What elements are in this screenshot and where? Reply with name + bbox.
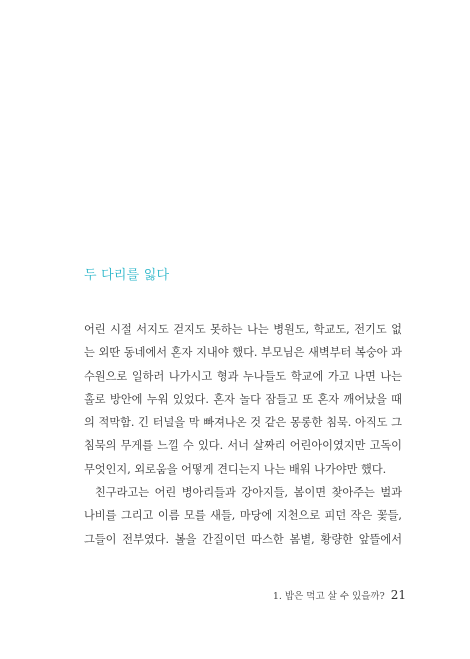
text-line: 그들이 전부였다. 볼을 간질이던 따스한 봄볕, 황량한 앞뜰에서 [84,532,402,546]
page-number: 21 [390,588,406,602]
text-line: 침묵의 무게를 느낄 수 있다. 서너 살짜리 어린아이였지만 고독이 [84,439,402,453]
text-line: 는 외딴 동네에서 혼자 지내야 했다. 부모님은 새벽부터 복숭아 과 [84,346,402,360]
body-text [84,318,402,551]
text-line: 홀로 방안에 누워 있었다. 혼자 놀다 잠들고 또 혼자 깨어났을 때 [84,392,402,406]
paragraph-2 [84,481,402,551]
page-footer [273,588,406,602]
text-line: 수원으로 일하러 나가시고 형과 누나들도 학교에 가고 나면 나는 [84,369,402,383]
paragraph-1 [84,318,402,481]
text-line: 무엇인지, 외로움을 어떻게 견디는지 나는 배워 나가야만 했다. [84,462,387,476]
text-line: 나비를 그리고 이름 모를 새들, 마당에 지천으로 피던 작은 꽃들, [84,509,402,523]
chapter-title: 1. 밥은 먹고 살 수 있을까? [272,591,385,602]
text-line: 어린 시절 서지도 걷지도 못하는 나는 병원도, 학교도, 전기도 없 [84,323,402,336]
section-heading: 두 다리를 잃다 [84,268,170,283]
text-line: 의 적막함. 긴 터널을 막 빠져나온 것 같은 몽롱한 침묵. 아직도 그 [84,416,402,430]
text-line: 친구라고는 어린 병아리들과 강아지들, 봄이면 찾아주는 벌과 [95,486,402,500]
